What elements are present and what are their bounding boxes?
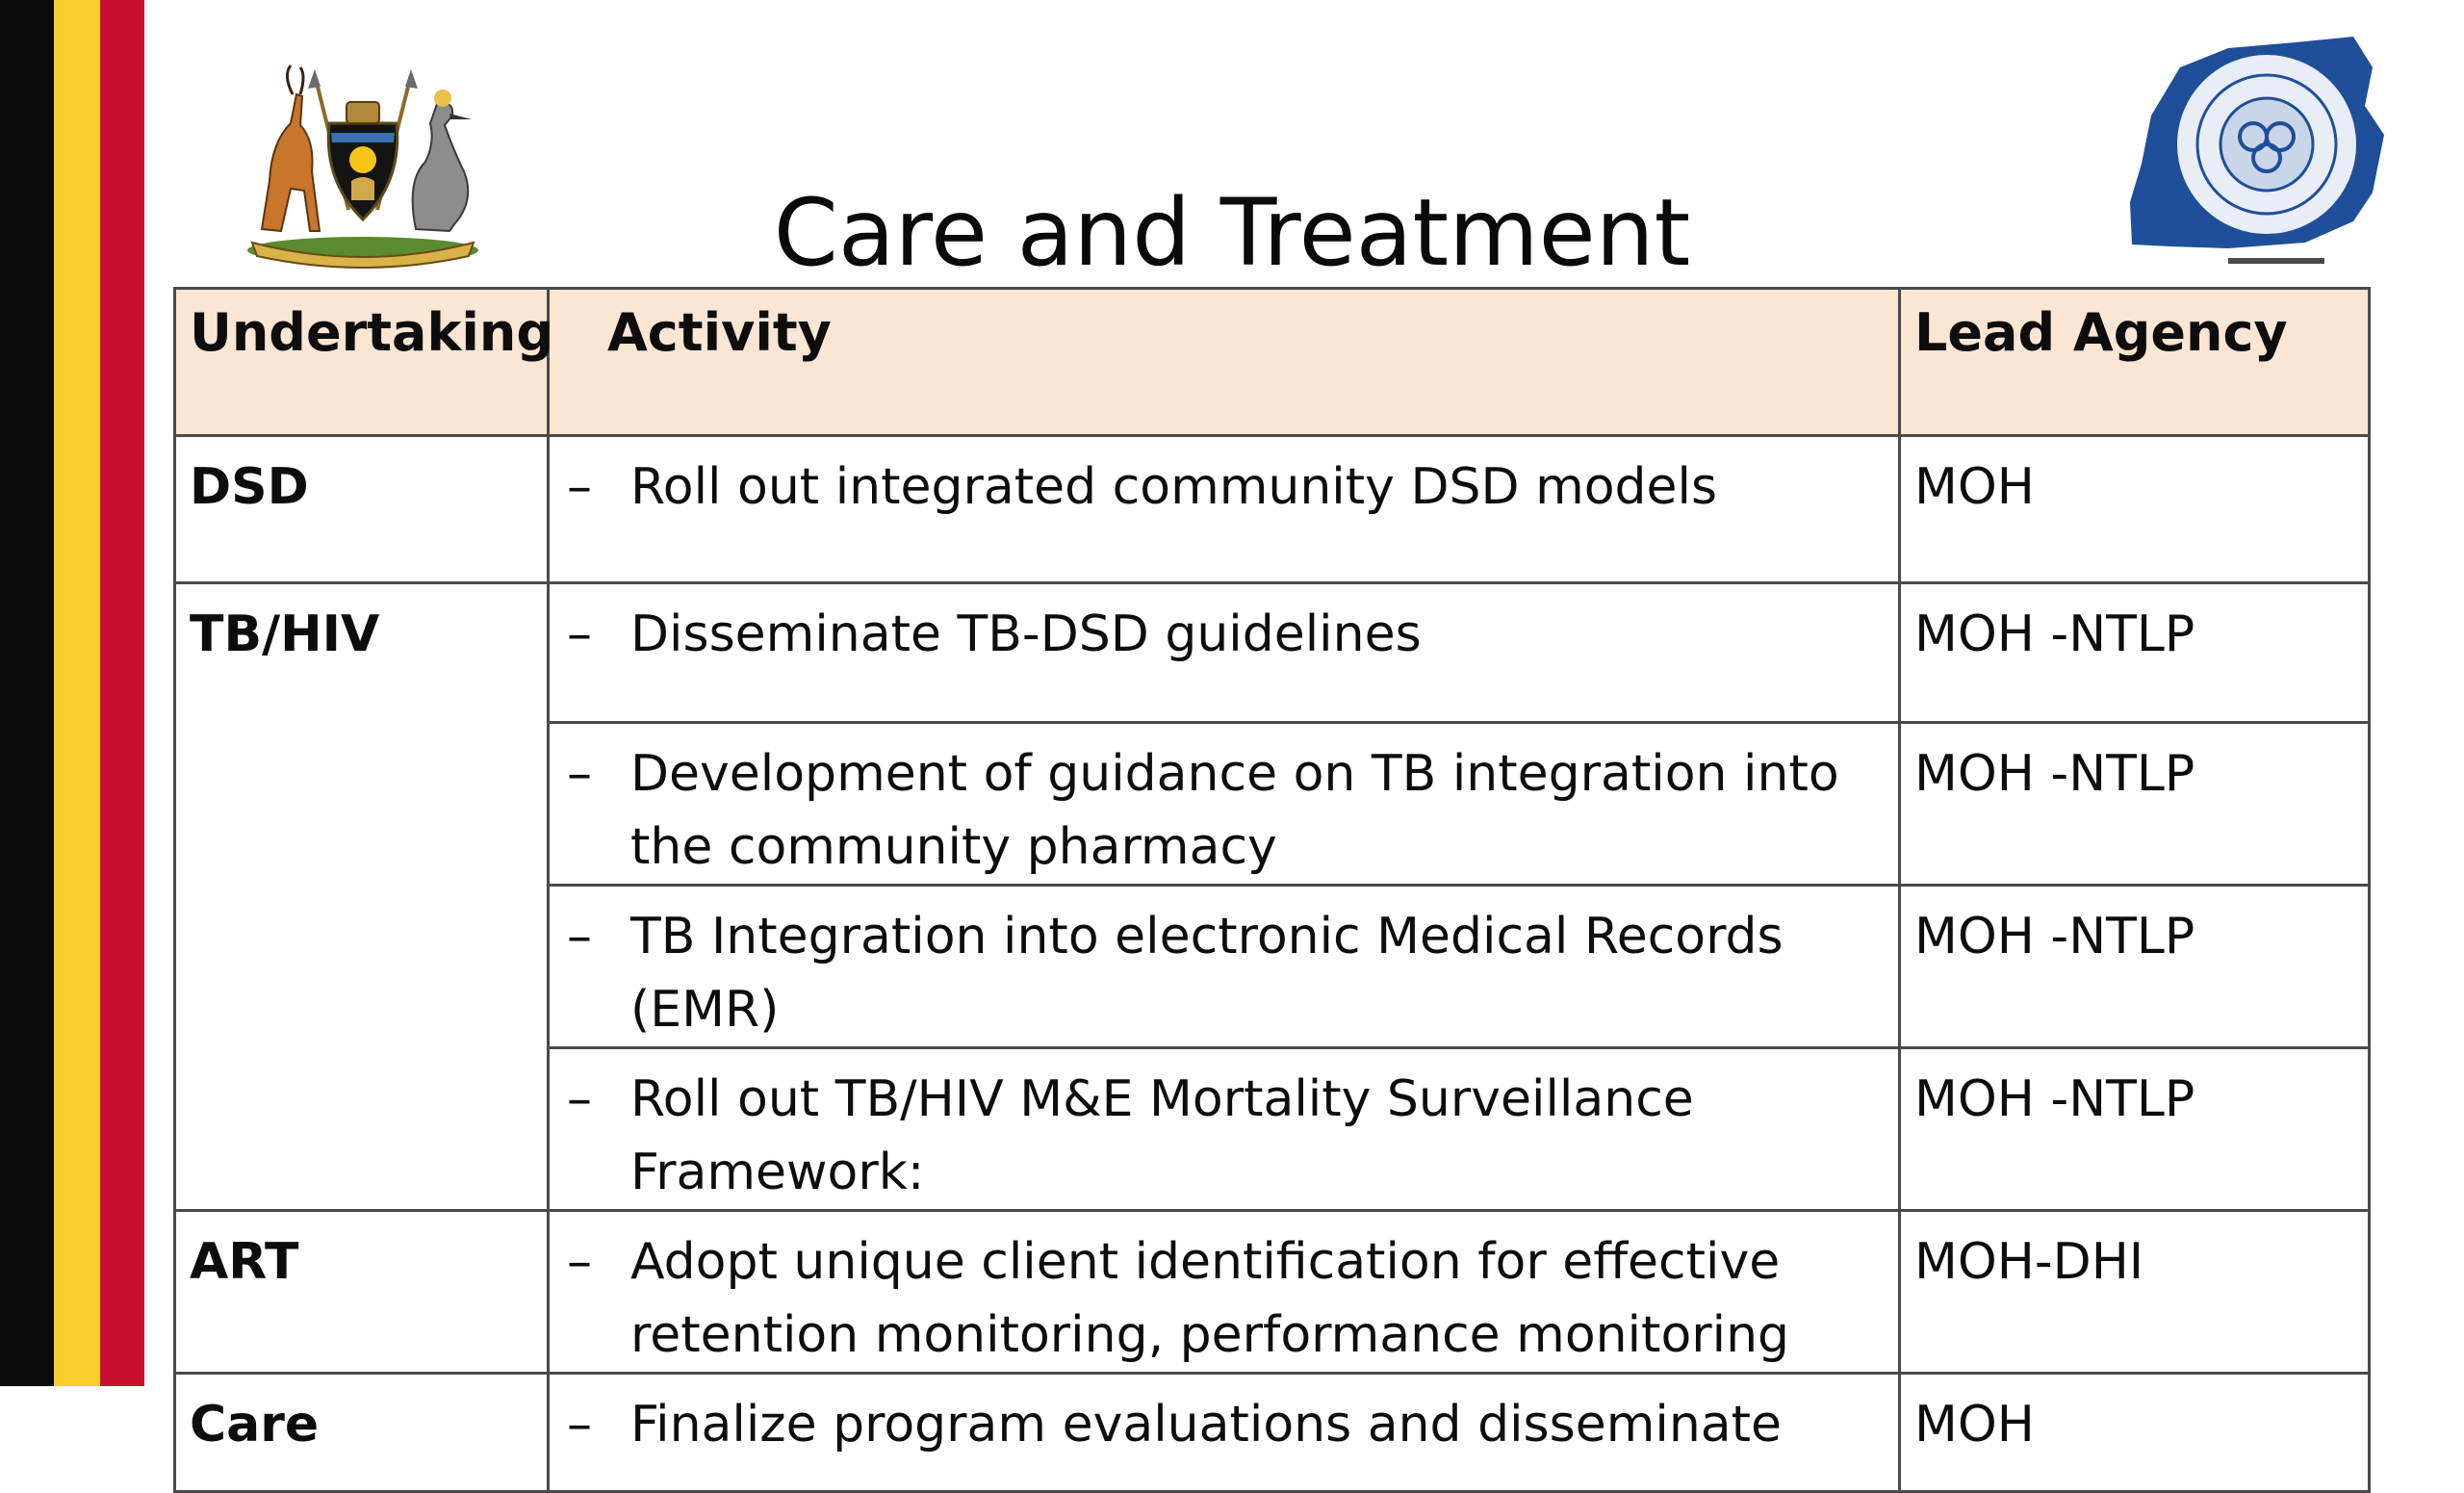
bullet-dash: – bbox=[567, 605, 592, 663]
activity-cell: – Development of guidance on TB integration into the community pharmacy bbox=[549, 723, 1900, 886]
lead-agency-cell: MOH -NTLP bbox=[1900, 1048, 2370, 1211]
table-row bbox=[175, 583, 2370, 723]
bullet-dash: – bbox=[567, 908, 592, 965]
lead-agency-cell: MOH -NTLP bbox=[1900, 583, 2370, 723]
activity-cell: – Disseminate TB-DSD guidelines bbox=[549, 583, 1900, 723]
flag-stripe-yellow bbox=[54, 0, 100, 1386]
lead-agency-cell: MOH bbox=[1900, 436, 2370, 583]
uganda-coat-of-arms-icon bbox=[223, 65, 502, 268]
column-header-activity: Activity bbox=[549, 289, 1900, 436]
bullet-dash: – bbox=[567, 1070, 592, 1128]
activity-cell: – Finalize program evaluations and disseminate bbox=[549, 1374, 1900, 1492]
table-row bbox=[175, 436, 2370, 583]
table-row bbox=[175, 1374, 2370, 1492]
column-header-lead-agency: Lead Agency bbox=[1900, 289, 2370, 436]
bullet-dash: – bbox=[567, 1396, 592, 1454]
activity-cell: – Roll out TB/HIV M&E Mortality Surveillance Framework: bbox=[549, 1048, 1900, 1211]
bullet-dash: – bbox=[567, 458, 592, 516]
lead-agency-cell: MOH bbox=[1900, 1374, 2370, 1492]
lead-agency-cell: MOH-DHI bbox=[1900, 1211, 2370, 1374]
table-header-row bbox=[175, 289, 2370, 436]
bullet-dash: – bbox=[567, 745, 592, 803]
page-title: Care and Treatment bbox=[773, 179, 1691, 288]
table-row bbox=[175, 1211, 2370, 1374]
activity-cell: – TB Integration into electronic Medical Records (EMR) bbox=[549, 886, 1900, 1048]
undertaking-cell: DSD bbox=[175, 436, 549, 583]
lead-agency-cell: MOH -NTLP bbox=[1900, 723, 2370, 886]
flag-stripe-black bbox=[0, 0, 54, 1386]
lead-agency-cell: MOH -NTLP bbox=[1900, 886, 2370, 1048]
flag-stripes bbox=[0, 0, 144, 1386]
undertaking-cell: ART bbox=[175, 1211, 549, 1374]
uganda-aids-commission-logo-icon bbox=[2113, 29, 2401, 270]
activity-cell: – Roll out integrated community DSD models bbox=[549, 436, 1900, 583]
column-header-undertaking: Undertaking bbox=[175, 289, 549, 436]
activity-cell: – Adopt unique client identification for effective retention monitoring, performance monitoring bbox=[549, 1211, 1900, 1374]
undertaking-cell: Care bbox=[175, 1374, 549, 1492]
flag-stripe-red bbox=[100, 0, 144, 1386]
care-treatment-table bbox=[173, 287, 2371, 1493]
bullet-dash: – bbox=[567, 1233, 592, 1291]
undertaking-cell: TB/HIV bbox=[175, 583, 549, 1211]
